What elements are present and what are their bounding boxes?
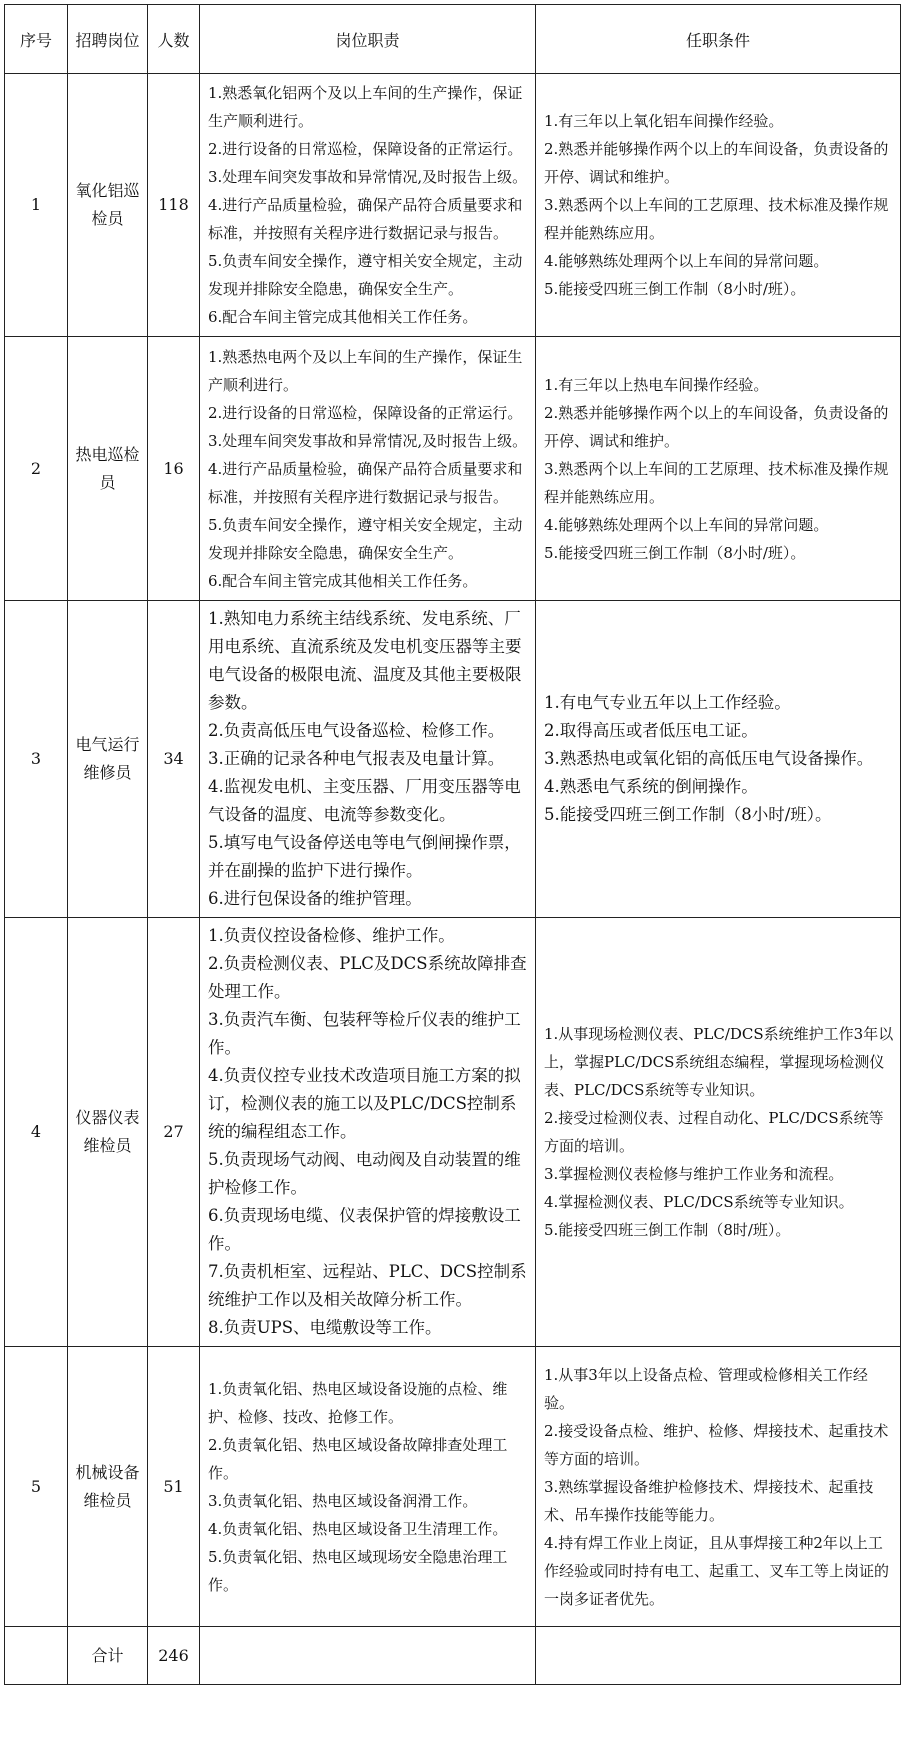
requirement-item: 1.有三年以上热电车间操作经验。 [544, 375, 769, 394]
requirement-item: 3.掌握检测仪表检修与维护工作业务和流程。 [544, 1165, 844, 1183]
duty-item: 4.负责仪控专业技术改造项目施工方案的拟订，检测仪表的施工以及PLC/DCS控制系统的编程组态工作。 [208, 1066, 521, 1141]
row-position: 机械设备 维检员 [68, 1347, 148, 1627]
duty-item: 4.监视发电机、主变压器、厂用变压器等电气设备的温度、电流等参数变化。 [208, 777, 521, 824]
requirement-item: 3.熟悉热电或氧化铝的高低压电气设备操作。 [544, 749, 874, 768]
duty-item: 7.负责机柜室、远程站、PLC、DCS控制系统维护工作以及相关故障分析工作。 [208, 1262, 527, 1309]
total-duties-empty [200, 1627, 536, 1685]
row-requirements [536, 1347, 901, 1627]
header-no: 序号 [5, 5, 68, 74]
requirement-item: 3.熟悉两个以上车间的工艺原理、技术标准及操作规程并能熟练应用。 [544, 459, 889, 506]
table-row [5, 1347, 901, 1627]
duty-item: 2.进行设备的日常巡检，保障设备的正常运行。 [208, 140, 523, 158]
total-row [5, 1627, 901, 1685]
total-count: 246 [148, 1627, 200, 1685]
row-duties [200, 1347, 536, 1627]
requirement-item: 5.能接受四班三倒工作制（8小时/班）。 [544, 280, 806, 298]
total-no-empty [5, 1627, 68, 1685]
requirement-item: 2.接受过检测仪表、过程自动化、PLC/DCS系统等方面的培训。 [544, 1109, 884, 1155]
requirement-item: 1.有电气专业五年以上工作经验。 [544, 693, 791, 712]
row-requirements [536, 74, 901, 337]
requirement-item: 2.接受设备点检、维护、检修、焊接技术、起重技术等方面的培训。 [544, 1421, 889, 1468]
duty-item: 1.熟悉热电两个及以上车间的生产操作，保证生产顺利进行。 [208, 347, 523, 394]
header-row [5, 5, 901, 74]
row-count: 27 [148, 918, 200, 1347]
duty-item: 5.负责车间安全操作，遵守相关安全规定，主动发现并排除安全隐患，确保安全生产。 [208, 252, 523, 298]
header-duties: 岗位职责 [200, 5, 536, 74]
duty-item: 1.熟知电力系统主结线系统、发电系统、厂用电系统、直流系统及发电机变压器等主要电气设备的极限电流、温度及其他主要极限参数。 [208, 609, 522, 712]
requirement-item: 4.持有焊工作业上岗证，且从事焊接工种2年以上工作经验或同时持有电工、起重工、叉车工等上岗证的一岗多证者优先。 [544, 1533, 890, 1608]
table-row [5, 918, 901, 1347]
row-position: 氧化铝巡 检员 [68, 74, 148, 337]
requirement-item: 4.能够熟练处理两个以上车间的异常问题。 [544, 515, 829, 534]
header-requirements: 任职条件 [536, 5, 901, 74]
duty-item: 2.负责检测仪表、PLC及DCS系统故障排查处理工作。 [208, 954, 527, 1001]
duty-item: 8.负责UPS、电缆敷设等工作。 [208, 1318, 442, 1337]
requirement-item: 4.掌握检测仪表、PLC/DCS系统等专业知识。 [544, 1193, 854, 1211]
requirement-item: 5.能接受四班三倒工作制（8时/班）。 [544, 1221, 791, 1239]
requirement-item: 2.取得高压或者低压电工证。 [544, 721, 758, 740]
requirement-item: 5.能接受四班三倒工作制（8小时/班）。 [544, 543, 806, 562]
row-no: 4 [5, 918, 68, 1347]
row-no: 1 [5, 74, 68, 337]
duty-item: 1.熟悉氧化铝两个及以上车间的生产操作，保证生产顺利进行。 [208, 84, 523, 130]
row-count: 16 [148, 337, 200, 601]
duty-item: 5.填写电气设备停送电等电气倒闸操作票，并在副操的监护下进行操作。 [208, 833, 521, 880]
requirement-item: 3.熟悉两个以上车间的工艺原理、技术标准及操作规程并能熟练应用。 [544, 196, 889, 242]
total-requirements-empty [536, 1627, 901, 1685]
row-position: 热电巡检 员 [68, 337, 148, 601]
row-requirements [536, 601, 901, 918]
row-requirements [536, 918, 901, 1347]
duty-item: 2.负责氧化铝、热电区域设备故障排查处理工作。 [208, 1435, 508, 1482]
duty-item: 5.负责车间安全操作，遵守相关安全规定，主动发现并排除安全隐患，确保安全生产。 [208, 515, 523, 562]
row-requirements [536, 337, 901, 601]
row-duties [200, 601, 536, 918]
row-no: 5 [5, 1347, 68, 1627]
row-position: 电气运行 维修员 [68, 601, 148, 918]
row-no: 2 [5, 337, 68, 601]
requirement-item: 2.熟悉并能够操作两个以上的车间设备，负责设备的开停、调试和维护。 [544, 403, 889, 450]
row-duties [200, 918, 536, 1347]
duty-item: 6.负责现场电缆、仪表保护管的焊接敷设工作。 [208, 1206, 521, 1253]
duty-item: 2.负责高低压电气设备巡检、检修工作。 [208, 721, 505, 740]
requirement-item: 3.熟练掌握设备维护检修技术、焊接技术、起重技术、吊车操作技能等能力。 [544, 1477, 874, 1524]
table-row [5, 601, 901, 918]
duty-item: 3.负责氧化铝、热电区域设备润滑工作。 [208, 1491, 478, 1510]
table-row [5, 74, 901, 337]
header-count: 人数 [148, 5, 200, 74]
duty-item: 5.负责氧化铝、热电区域现场安全隐患治理工作。 [208, 1547, 508, 1594]
total-label: 合计 [68, 1627, 148, 1685]
duty-item: 1.负责仪控设备检修、维护工作。 [208, 926, 455, 945]
duty-item: 2.进行设备的日常巡检，保障设备的正常运行。 [208, 403, 523, 422]
duty-item: 5.负责现场气动阀、电动阀及自动装置的维护检修工作。 [208, 1150, 521, 1197]
row-no: 3 [5, 601, 68, 918]
table-row [5, 337, 901, 601]
row-count: 51 [148, 1347, 200, 1627]
requirement-item: 2.熟悉并能够操作两个以上的车间设备，负责设备的开停、调试和维护。 [544, 140, 889, 186]
duty-item: 6.配合车间主管完成其他相关工作任务。 [208, 571, 478, 590]
duty-item: 6.进行包保设备的维护管理。 [208, 889, 422, 908]
duty-item: 3.处理车间突发事故和异常情况,及时报告上级。 [208, 168, 528, 186]
duty-item: 4.负责氧化铝、热电区域设备卫生清理工作。 [208, 1519, 508, 1538]
duty-item: 6.配合车间主管完成其他相关工作任务。 [208, 308, 478, 326]
requirement-item: 4.能够熟练处理两个以上车间的异常问题。 [544, 252, 829, 270]
duty-item: 3.正确的记录各种电气报表及电量计算。 [208, 749, 505, 768]
row-duties [200, 337, 536, 601]
recruitment-table [4, 4, 901, 1685]
requirement-item: 1.从事3年以上设备点检、管理或检修相关工作经验。 [544, 1365, 868, 1412]
requirement-item: 1.从事现场检测仪表、PLC/DCS系统维护工作3年以上，掌握PLC/DCS系统组态编程，掌握现场检测仪表、PLC/DCS系统等专业知识。 [544, 1025, 894, 1099]
header-position: 招聘岗位 [68, 5, 148, 74]
duty-item: 1.负责氧化铝、热电区域设备设施的点检、维护、检修、技改、抢修工作。 [208, 1379, 508, 1426]
row-count: 118 [148, 74, 200, 337]
requirement-item: 1.有三年以上氧化铝车间操作经验。 [544, 112, 784, 130]
duty-item: 4.进行产品质量检验，确保产品符合质量要求和标准，并按照有关程序进行数据记录与报告。 [208, 459, 523, 506]
requirement-item: 5.能接受四班三倒工作制（8小时/班）。 [544, 805, 832, 824]
requirement-item: 4.熟悉电气系统的倒闸操作。 [544, 777, 758, 796]
duty-item: 3.负责汽车衡、包装秤等检斤仪表的维护工作。 [208, 1010, 521, 1057]
duty-item: 4.进行产品质量检验，确保产品符合质量要求和标准，并按照有关程序进行数据记录与报告。 [208, 196, 523, 242]
row-position: 仪器仪表 维检员 [68, 918, 148, 1347]
duty-item: 3.处理车间突发事故和异常情况,及时报告上级。 [208, 431, 528, 450]
row-count: 34 [148, 601, 200, 918]
row-duties [200, 74, 536, 337]
